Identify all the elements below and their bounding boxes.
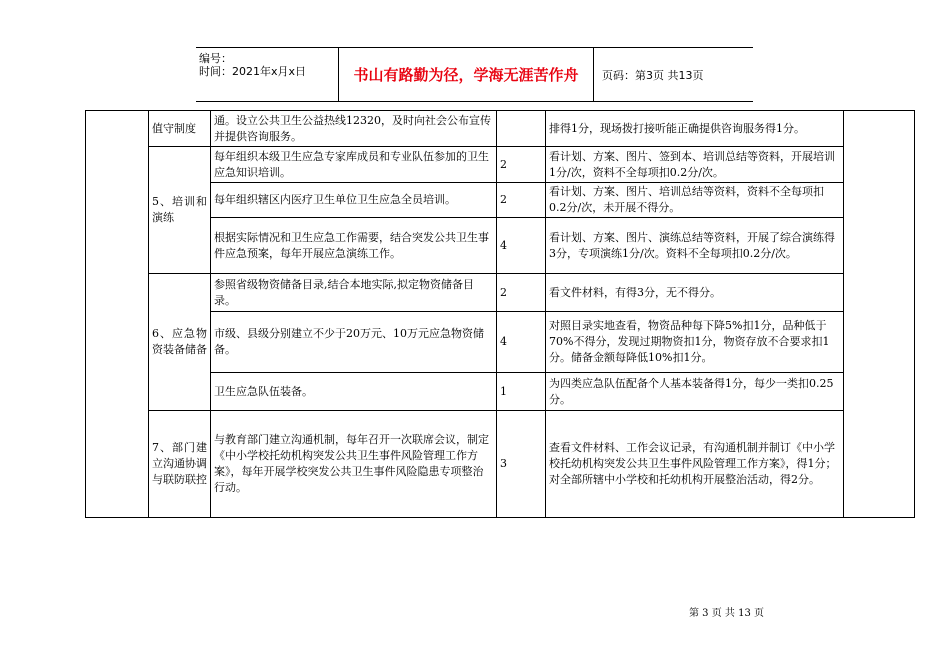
table-row bbox=[86, 411, 915, 518]
page-header bbox=[196, 47, 753, 102]
blank-cell bbox=[844, 111, 915, 518]
category-cell: 5、培训和演练 bbox=[149, 147, 211, 274]
assessment-table bbox=[85, 110, 915, 518]
criteria-cell: 为四类应急队伍配备个人基本装备得1分，每少一类扣0.25分。 bbox=[546, 373, 844, 411]
doc-number: 编号： bbox=[199, 52, 232, 65]
header-motto: 书山有路勤为径，学海无涯苦作舟 bbox=[339, 48, 594, 101]
content-cell: 参照省级物资储备目录,结合本地实际,拟定物资储备目录。 bbox=[211, 274, 497, 312]
score-cell: 3 bbox=[497, 411, 546, 518]
table-row bbox=[86, 373, 915, 411]
header-page-number: 页码：第3页 共13页 bbox=[602, 68, 704, 82]
criteria-cell: 排得1分，现场拨打接听能正确提供咨询服务得1分。 bbox=[546, 111, 844, 147]
criteria-cell: 查看文件材料、工作会议记录，有沟通机制并制订《中小学校托幼机构突发公共卫生事件风险管理工作方案》，得1分；对全部所辖中小学校和托幼机构开展整治活动，得2分。 bbox=[546, 411, 844, 518]
table-row bbox=[86, 111, 915, 147]
content-cell: 与教育部门建立沟通机制，每年召开一次联席会议，制定《中小学校托幼机构突发公共卫生事件风险管理工作方案》，每年开展学校突发公共卫生事件风险隐患专项整治行动。 bbox=[211, 411, 497, 518]
category-cell: 6、应急物资装备储备 bbox=[149, 274, 211, 411]
criteria-cell: 看计划、方案、图片、培训总结等资料，资料不全每项扣0.2分/次，未开展不得分。 bbox=[546, 183, 844, 218]
content-cell: 每年组织本级卫生应急专家库成员和专业队伍参加的卫生应急知识培训。 bbox=[211, 147, 497, 183]
score-cell: 2 bbox=[497, 147, 546, 183]
criteria-cell: 对照目录实地查看，物资品种每下降5%扣1分，品种低于70%不得分，发现过期物资扣1分，物资存放不合要求扣1分。储备金额每降低10%扣1分。 bbox=[546, 312, 844, 373]
category-cell: 7、部门建立沟通协调与联防联控 bbox=[149, 411, 211, 518]
criteria-cell: 看计划、方案、图片、签到本、培训总结等资料，开展培训1分/次，资料不全每项扣0.2分/次。 bbox=[546, 147, 844, 183]
doc-time: 时间：2021年x月x日 bbox=[199, 65, 307, 78]
score-cell: 2 bbox=[497, 274, 546, 312]
content-cell: 通。设立公共卫生公益热线12320，及时向社会公布宣传并提供咨询服务。 bbox=[211, 111, 497, 147]
blank-cell bbox=[86, 111, 149, 518]
score-cell: 1 bbox=[497, 373, 546, 411]
table-row bbox=[86, 147, 915, 183]
table-row bbox=[86, 274, 915, 312]
score-cell: 4 bbox=[497, 312, 546, 373]
header-meta bbox=[196, 48, 339, 101]
score-cell bbox=[497, 111, 546, 147]
page-footer: 第 3 页 共 13 页 bbox=[689, 608, 764, 619]
table-row bbox=[86, 218, 915, 274]
content-cell: 每年组织辖区内医疗卫生单位卫生应急全员培训。 bbox=[211, 183, 497, 218]
category-cell: 值守制度 bbox=[149, 111, 211, 147]
score-cell: 2 bbox=[497, 183, 546, 218]
table-row bbox=[86, 312, 915, 373]
table-row bbox=[86, 183, 915, 218]
content-cell: 卫生应急队伍装备。 bbox=[211, 373, 497, 411]
content-cell: 根据实际情况和卫生应急工作需要，结合突发公共卫生事件应急预案，每年开展应急演练工作。 bbox=[211, 218, 497, 274]
criteria-cell: 看文件材料，有得3分，无不得分。 bbox=[546, 274, 844, 312]
score-cell: 4 bbox=[497, 218, 546, 274]
criteria-cell: 看计划、方案、图片、演练总结等资料，开展了综合演练得3分，专项演练1分/次。资料不全每项扣0.2分/次。 bbox=[546, 218, 844, 274]
content-cell: 市级、县级分别建立不少于20万元、10万元应急物资储备。 bbox=[211, 312, 497, 373]
